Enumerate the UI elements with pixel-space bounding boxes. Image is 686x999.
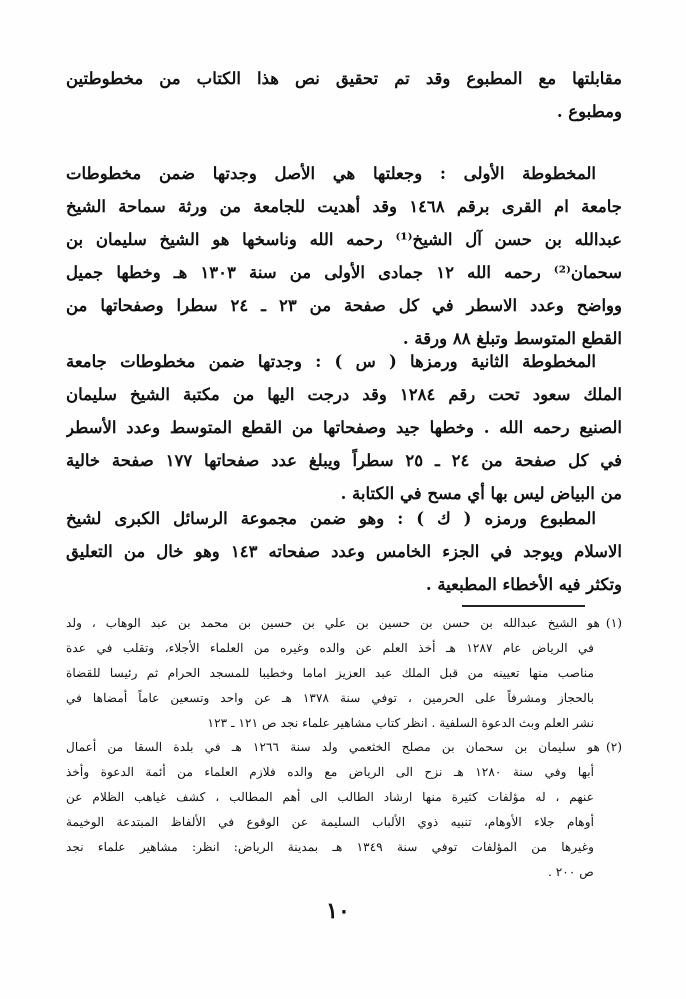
footnote-line bbox=[66, 611, 622, 636]
text-line: المطبوع ورمزه ( ك ) : وهو ضمن مجموعة الرسائل الكبرى لشيخ bbox=[66, 509, 596, 528]
footnote-text: هو سليمان بن سحمان بن مصلح الخثعمي ولد سنة ١٢٦٦ هـ في بلدة السقا من أعمال bbox=[66, 740, 600, 754]
paragraph-second-manuscript bbox=[66, 345, 622, 510]
text-line: القطع المتوسط وتبلغ ٨٨ ورقة . bbox=[402, 329, 622, 348]
paragraph-intro bbox=[66, 62, 622, 128]
footnote-text: هو الشيخ عبدالله بن حسن بن حسين بن علي بن حسين بن محمد بن عبد الوهاب ، ولد bbox=[66, 616, 600, 630]
text-line: وواضح وعدد الاسطر في كل صفحة من ٢٣ ـ ٢٤ سطرا وصفحاتها من bbox=[66, 296, 622, 315]
text-line: المخطوطة الثانية ورمزها ( س ) : وجدتها ضمن مخطوطات جامعة bbox=[66, 352, 596, 371]
page-number: ١٠ bbox=[326, 898, 350, 924]
text-line: الصنيع رحمه الله . وخطها جيد وصفحاتها من القطع المتوسط وعدد الأسطر bbox=[66, 418, 622, 437]
footnote-line: في الرياض عام ١٢٨٧ هـ أخذ العلم عن والده وغيره من العلماء الأجلاء، وتقلب في عدة bbox=[66, 641, 594, 655]
footnote-line: نشر العلم وبث الدعوة السلفية . انظر كتاب مشاهير علماء نجد ص ١٢١ ـ ١٢٣ bbox=[207, 716, 594, 730]
text-line: ومطبوع . bbox=[556, 102, 622, 121]
footnote-line: وغيرها من المؤلفات توفي سنة ١٣٤٩ هـ بمدينة الرياض: انظر: مشاهير علماء نجد bbox=[66, 840, 594, 854]
paragraph-printed-edition bbox=[66, 502, 622, 601]
text-line: وتكثر فيه الأخطاء المطبعية . bbox=[425, 575, 622, 594]
footnote-separator bbox=[462, 605, 585, 607]
footnote-2 bbox=[66, 735, 622, 885]
text-line: المخطوطة الأولى : وجعلتها هي الأصل وجدتها ضمن مخطوطات bbox=[66, 164, 596, 183]
text-line: الاسلام ويوجد في الجزء الخامس وعدد صفحاته ١٤٣ وهو خال من التعليق bbox=[66, 542, 622, 561]
footnote-1 bbox=[66, 611, 622, 736]
footnote-line bbox=[66, 735, 622, 760]
footnote-line: ص ٢٠٠ . bbox=[548, 865, 594, 879]
footnote-line: بالحجاز ومشرفاً على الحرمين ، توفي سنة ١٣٧٨ هـ عن واحد وتسعين عاماً أمضاها في bbox=[66, 691, 594, 705]
text-line: عبدالله بن حسن آل الشيخ⁽¹⁾ رحمه الله وناسخها هو الشيخ سليمان بن bbox=[66, 230, 622, 249]
footnote-line: أوهام جلاء الأوهام، تنبيه ذوي الألباب السليمة عن الوقوع في الألفاظ المبتدعة الوخيمة bbox=[66, 815, 594, 829]
footnote-marker: (٢) bbox=[605, 740, 622, 754]
text-line: مقابلتها مع المطبوع وقد تم تحقيق نص هذا الكتاب من مخطوطتين bbox=[66, 69, 622, 88]
footnote-line: أبها وفي سنة ١٢٨٠ هـ نزح الى الرياض مع والده فلازم العلماء من أئمة الدعوة وأخذ bbox=[66, 765, 594, 779]
footnote-marker: (١) bbox=[605, 616, 622, 630]
text-line: جامعة ام القرى برقم ١٤٦٨ وقد أهديت للجامعة من ورثة سماحة الشيخ bbox=[66, 197, 622, 216]
text-line: الملك سعود تحت رقم ١٢٨٤ وقد درجت اليها من مكتبة الشيخ سليمان bbox=[66, 385, 622, 404]
footnote-line: عنهم ، له مؤلفات كثيرة منها ارشاد الطالب الى أهم المطالب ، كشف غياهب الظلام عن bbox=[66, 790, 594, 804]
text-line: من البياض ليس بها أي مسح في الكتابة . bbox=[340, 484, 622, 503]
footnote-line: مناصب منها تعيينه من قبل الملك عبد العزيز اماما وخطيبا للمسجد الحرام ثم رئيسا للقضاة bbox=[66, 666, 594, 680]
text-line: في كل صفحة من ٢٤ ـ ٢٥ سطراً ويبلغ عدد صفحاتها ١٧٧ صفحة خالية bbox=[66, 451, 622, 470]
text-line: سحمان⁽²⁾ رحمه الله ١٢ جمادى الأولى من سنة ١٣٠٣ هـ وخطها جميل bbox=[66, 263, 622, 282]
paragraph-first-manuscript bbox=[66, 157, 622, 355]
